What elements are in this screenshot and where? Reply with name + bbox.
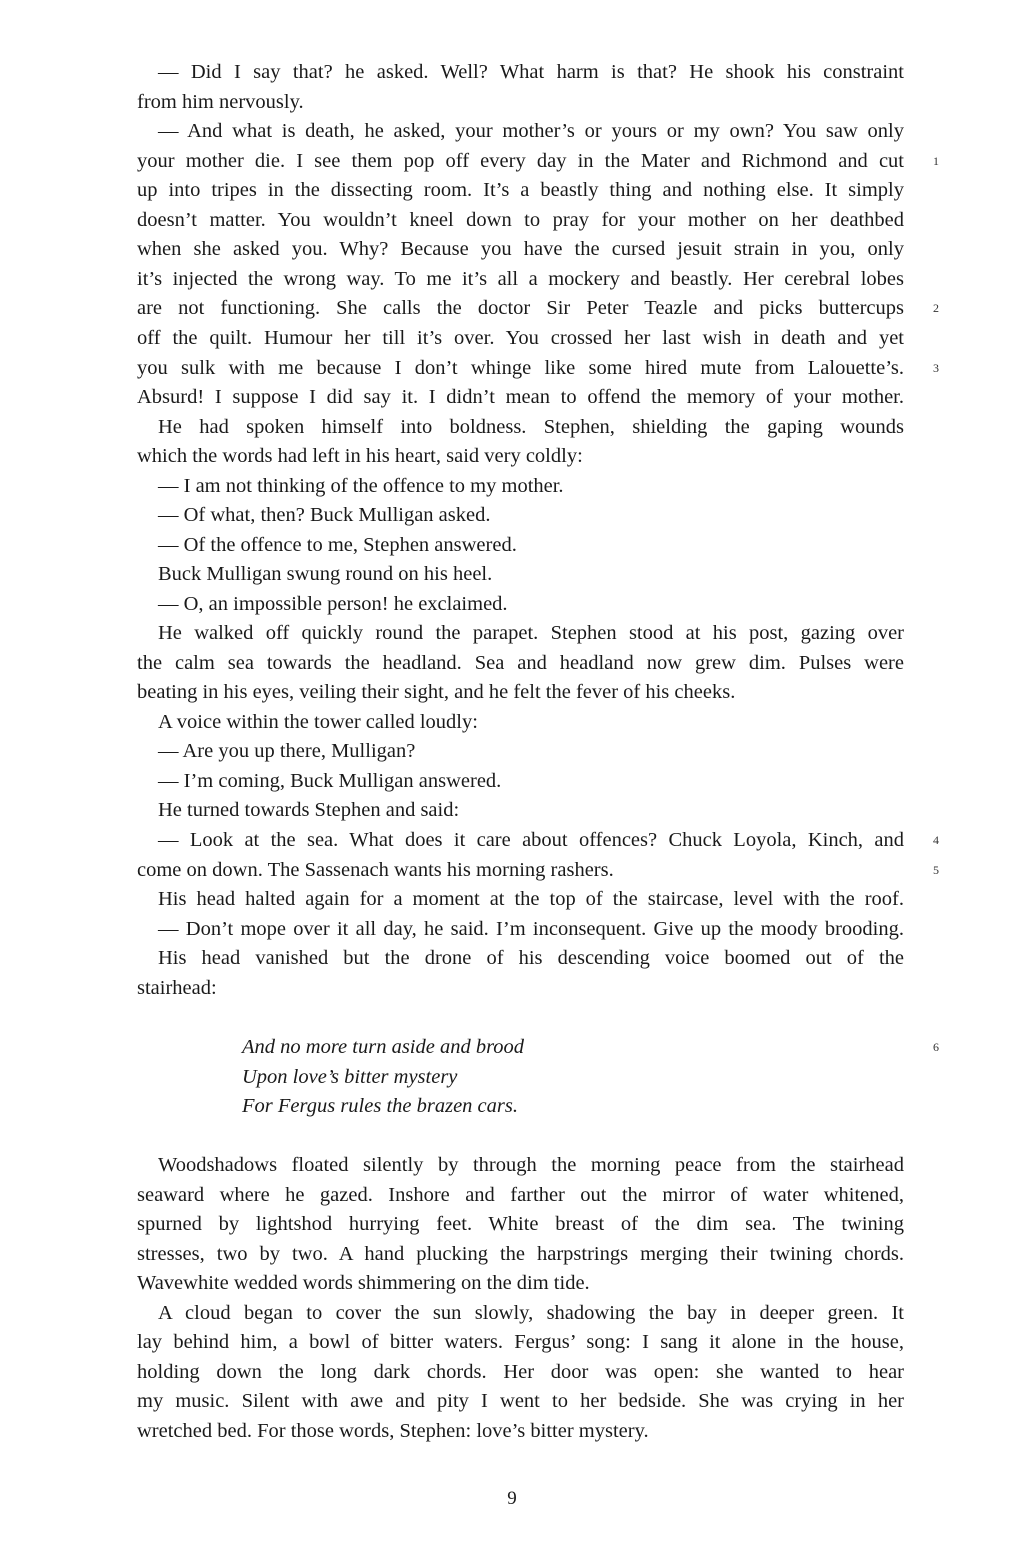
- text-line: — O, an impossible person! he exclaimed.: [158, 593, 508, 615]
- text-line: — And what is death, he asked, your mother’s or yours or my own? You saw only: [158, 120, 904, 142]
- text-line: doesn’t matter. You wouldn’t kneel down to pray for your mother on her deathbed: [137, 209, 904, 231]
- text-line: His head halted again for a moment at the top of the staircase, level with the roof.: [158, 888, 904, 910]
- text-line: seaward where he gazed. Inshore and farther out the mirror of water whitened,: [137, 1184, 904, 1206]
- text-line: Absurd! I suppose I did say it. I didn’t mean to offend the memory of your mother.: [137, 386, 904, 408]
- text-line: — Of the offence to me, Stephen answered.: [158, 534, 517, 556]
- text-line: stresses, two by two. A hand plucking the harpstrings merging their twining chords.: [137, 1243, 904, 1265]
- text-line: — Did I say that? he asked. Well? What harm is that? He shook his constraint: [158, 61, 904, 83]
- verse-line: And no more turn aside and brood: [242, 1036, 525, 1058]
- text-line: He walked off quickly round the parapet. Stephen stood at his post, gazing over: [158, 622, 904, 644]
- text-line: — I’m coming, Buck Mulligan answered.: [158, 770, 502, 792]
- text-line: His head vanished but the drone of his descending voice boomed out of the: [158, 947, 904, 969]
- text-line: — Don’t mope over it all day, he said. I’m inconsequent. Give up the moody brooding.: [158, 918, 904, 940]
- text-line: — I am not thinking of the offence to my mother.: [158, 475, 564, 497]
- verse-line: For Fergus rules the brazen cars.: [242, 1095, 518, 1117]
- text-line: come on down. The Sassenach wants his morning rashers.: [137, 859, 614, 881]
- text-line: your mother die. I see them pop off every day in the Mater and Richmond and cut: [137, 150, 904, 172]
- text-line: — Look at the sea. What does it care about offences? Chuck Loyola, Kinch, and: [158, 829, 904, 851]
- text-line: are not functioning. She calls the doctor Sir Peter Teazle and picks buttercups: [137, 297, 904, 319]
- text-line: A cloud began to cover the sun slowly, shadowing the bay in deeper green. It: [158, 1302, 904, 1324]
- text-line: when she asked you. Why? Because you have the cursed jesuit strain in you, only: [137, 238, 904, 260]
- text-line: beating in his eyes, veiling their sight, and he felt the fever of his cheeks.: [137, 681, 736, 703]
- text-line: lay behind him, a bowl of bitter waters. Fergus’ song: I sang it alone in the house,: [137, 1331, 904, 1353]
- margin-note: 5: [933, 863, 939, 877]
- text-line: — Are you up there, Mulligan?: [158, 740, 416, 762]
- margin-note: 4: [933, 833, 939, 847]
- margin-note: 3: [933, 361, 939, 375]
- text-line: up into tripes in the dissecting room. It’s a beastly thing and nothing else. It simply: [137, 179, 904, 201]
- text-line: stairhead:: [137, 977, 217, 999]
- page-number: 9: [507, 1488, 517, 1509]
- text-line: off the quilt. Humour her till it’s over. You crossed her last wish in death and yet: [137, 327, 904, 349]
- text-line: holding down the long dark chords. Her door was open: she wanted to hear: [137, 1361, 904, 1383]
- text-line: the calm sea towards the headland. Sea and headland now grew dim. Pulses were: [137, 652, 904, 674]
- text-line: Buck Mulligan swung round on his heel.: [158, 563, 493, 585]
- verse-line: Upon love’s bitter mystery: [242, 1066, 458, 1088]
- text-line: — Of what, then? Buck Mulligan asked.: [158, 504, 491, 526]
- text-line: you sulk with me because I don’t whinge like some hired mute from Lalouette’s.: [137, 357, 904, 379]
- text-line: which the words had left in his heart, said very coldly:: [137, 445, 583, 467]
- text-line: wretched bed. For those words, Stephen: love’s bitter mystery.: [137, 1420, 649, 1442]
- text-line: A voice within the tower called loudly:: [158, 711, 478, 733]
- text-line: He had spoken himself into boldness. Stephen, shielding the gaping wounds: [158, 416, 904, 438]
- text-line: from him nervously.: [137, 91, 304, 113]
- text-line: Wavewhite wedded words shimmering on the dim tide.: [137, 1272, 590, 1294]
- margin-note: 6: [933, 1040, 939, 1054]
- margin-note: 1: [933, 154, 939, 168]
- text-line: it’s injected the wrong way. To me it’s all a mockery and beastly. Her cerebral lobes: [137, 268, 904, 290]
- text-line: Woodshadows floated silently by through the morning peace from the stairhead: [158, 1154, 904, 1176]
- text-line: spurned by lightshod hurrying feet. White breast of the dim sea. The twining: [137, 1213, 904, 1235]
- text-line: He turned towards Stephen and said:: [158, 799, 460, 821]
- text-line: my music. Silent with awe and pity I went to her bedside. She was crying in her: [137, 1390, 904, 1412]
- margin-note: 2: [933, 301, 939, 315]
